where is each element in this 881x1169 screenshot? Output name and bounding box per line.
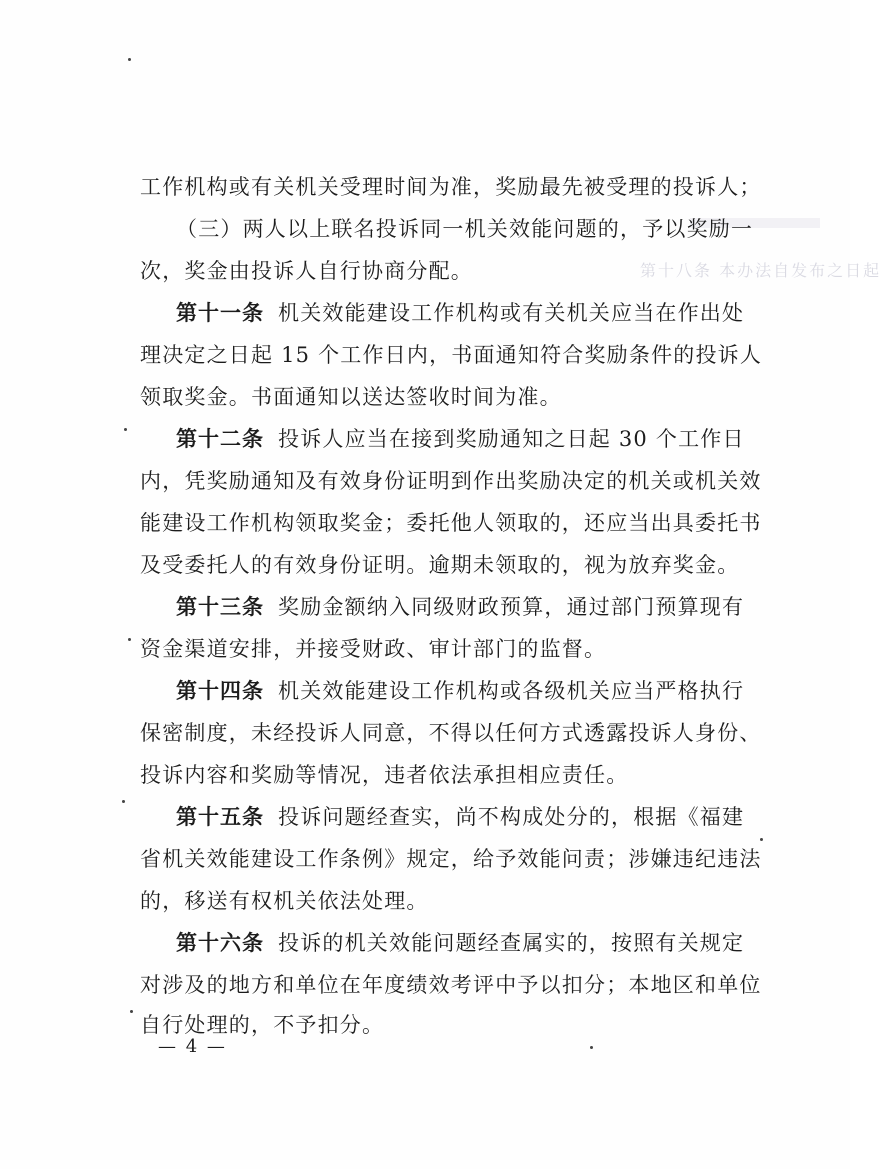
article-16: 第十六条 投诉的机关效能问题经查属实的，按照有关规定 [176,931,745,955]
article-title: 第十四条 [176,679,264,703]
article-14: 第十四条 机关效能建设工作机构或各级机关应当严格执行 [176,679,745,703]
scan-speck [124,428,127,431]
scan-speck [760,838,763,841]
body-line: （三）两人以上联名投诉同一机关效能问题的，予以奖励一 [176,217,754,241]
scan-speck [128,638,131,641]
article-title: 第十五条 [176,805,264,829]
scan-speck [130,1010,133,1013]
body-line: 能建设工作机构领取奖金；委托他人领取的，还应当出具委托书 [140,511,762,535]
article-15: 第十五条 投诉问题经查实，尚不构成处分的，根据《福建 [176,805,745,829]
body-line: 领取奖金。书面通知以送达签收时间为准。 [140,385,562,409]
body-line: 次，奖金由投诉人自行协商分配。 [140,259,473,283]
body-line: 省机关效能建设工作条例》规定，给予效能问责；涉嫌违纪违法 [140,847,762,871]
body-line: 保密制度，未经投诉人同意，不得以任何方式透露投诉人身份、 [140,721,762,745]
body-line: 理决定之日起 15 个工作日内，书面通知符合奖励条件的投诉人 [140,343,763,367]
scan-speck [122,800,125,803]
scan-speck [128,58,131,61]
body-line: 及受委托人的有效身份证明。逾期未领取的，视为放弃奖金。 [140,553,740,577]
body-line: 工作机构或有关机关受理时间为准，奖励最先被受理的投诉人； [140,175,762,199]
page-number: — 4 — [158,1036,227,1057]
article-12: 第十二条 投诉人应当在接到奖励通知之日起 30 个工作日 [176,427,745,451]
body-line: 投诉内容和奖励等情况，违者依法承担相应责任。 [140,763,629,787]
article-title: 第十二条 [176,427,264,451]
article-11: 第十一条 机关效能建设工作机构或有关机关应当在作出处 [176,301,745,325]
article-13: 第十三条 奖励金额纳入同级财政预算，通过部门预算现有 [176,595,745,619]
body-line: 内，凭奖励通知及有效身份证明到作出奖励决定的机关或机关效 [140,469,762,493]
body-line: 自行处理的，不予扣分。 [140,1013,385,1037]
body-line: 资金渠道安排，并接受财政、审计部门的监督。 [140,637,607,661]
body-line: 对涉及的地方和单位在年度绩效考评中予以扣分；本地区和单位 [140,973,762,997]
bleed-through-text: 第十八条 本办法自发布之日起 [640,261,881,280]
scan-speck [590,1046,593,1049]
article-title: 第十三条 [176,595,264,619]
body-line: 的，移送有权机关依法处理。 [140,889,429,913]
article-title: 第十一条 [176,301,264,325]
article-title: 第十六条 [176,931,264,955]
